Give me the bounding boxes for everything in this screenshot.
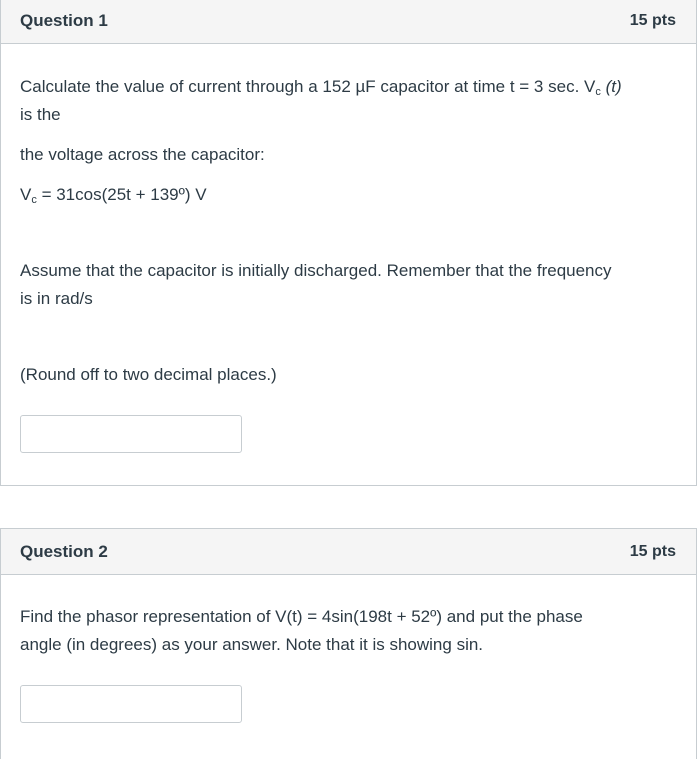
question-text-line: Assume that the capacitor is initially discharged. Remember that the frequency (20, 261, 612, 280)
question-header (1, 0, 696, 44)
question-text-line: angle (in degrees) as your answer. Note that it is showing sin. (20, 635, 484, 654)
answer-input[interactable] (20, 415, 242, 453)
question-text-line: Calculate the value of current through a 152 µF capacitor at time t = 3 sec. $V_c$ (t) (20, 77, 622, 98)
question-title: Question 2 (20, 542, 108, 561)
rounding-instruction: (Round off to two decimal places.) (20, 365, 277, 384)
question-title: Question 1 (20, 11, 108, 30)
answer-input[interactable] (20, 685, 242, 723)
voltage-equation: $V_c = 31\cos(25t$ + 139º) V (20, 185, 207, 206)
question-text-line: the voltage across the capacitor: (20, 145, 265, 164)
question-text-line: is in rad/s (20, 289, 93, 308)
question-text-line: Find the phasor representation of V(t) = 4sin(198t + 52º) and put the phase (20, 607, 583, 626)
question-text-line: is the (20, 105, 61, 124)
question-points: 15 pts (629, 543, 676, 560)
question-2 (0, 528, 697, 759)
question-header (1, 529, 696, 575)
question-points: 15 pts (629, 12, 676, 29)
